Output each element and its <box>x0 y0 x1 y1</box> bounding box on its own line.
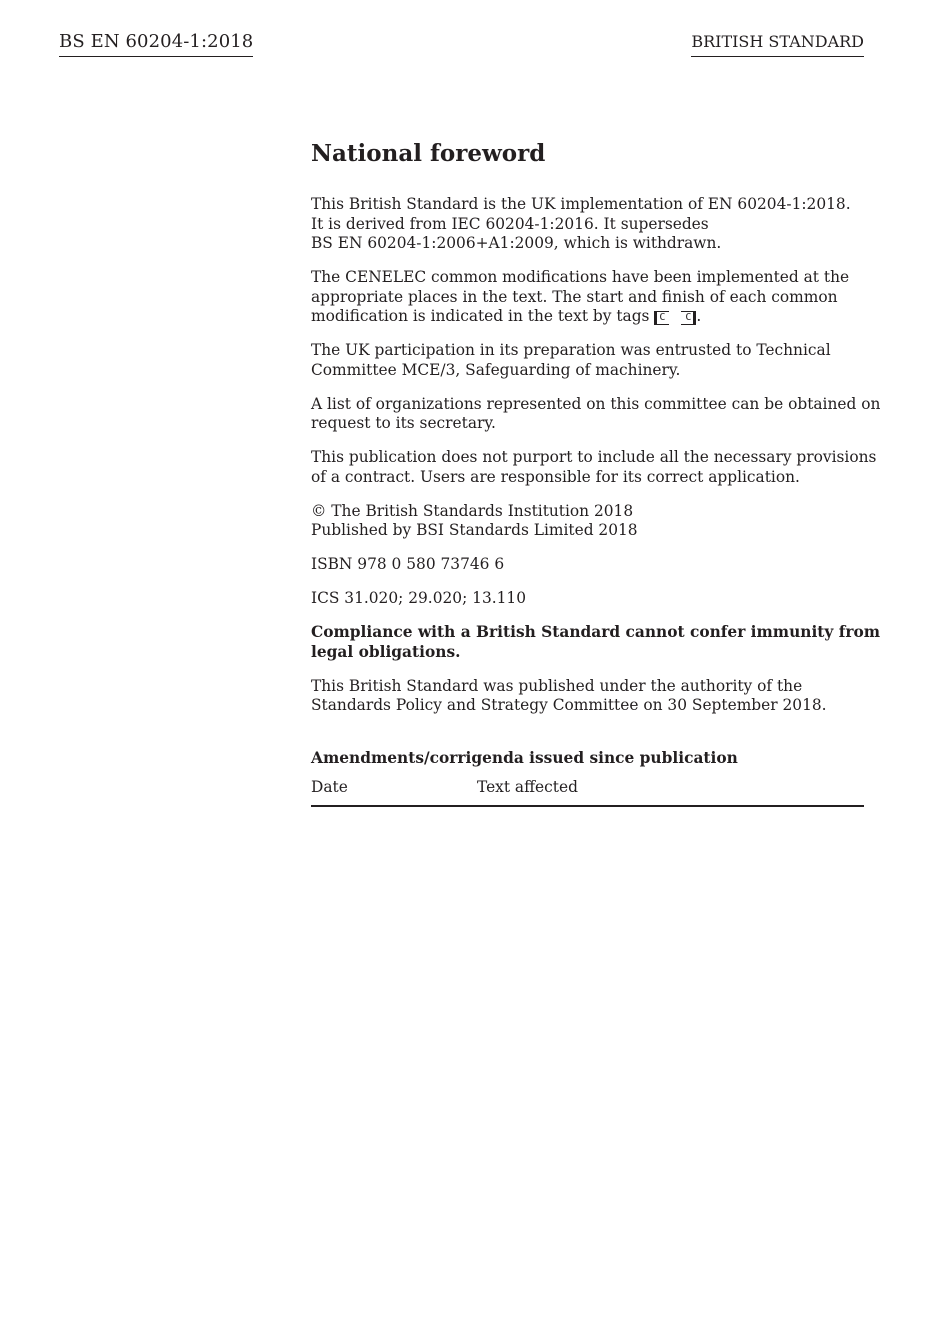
document-number: BS EN 60204-1:2018 <box>59 31 253 57</box>
paragraph-line: of a contract. Users are responsible for its correct application. <box>311 467 800 486</box>
paragraph-line: © The British Standards Institution 2018 <box>311 501 634 520</box>
paragraph-line: Committee MCE/3, Safeguarding of machinery. <box>311 360 681 379</box>
paragraph-line: The CENELEC common modifications have been implemented at the <box>311 268 850 286</box>
paragraph-line: It is derived from IEC 60204-1:2016. It supersedes <box>311 214 709 233</box>
amendments-title: Amendments/corrigenda issued since publication <box>311 748 738 767</box>
paragraph-line: The UK participation in its preparation was entrusted to Technical <box>311 341 831 359</box>
paragraph-line: request to its secretary. <box>311 414 496 432</box>
provisions-paragraph <box>311 448 877 487</box>
paragraph-line: BS EN 60204-1:2006+A1:2009, which is withdrawn. <box>311 234 722 252</box>
column-header-text-affected: Text affected <box>477 778 578 796</box>
paragraph-line: A list of organizations represented on this committee can be obtained on <box>311 394 881 413</box>
paragraph-line-with-tags <box>311 307 864 327</box>
paragraph-line: Compliance with a British Standard cannot confer immunity from <box>311 623 880 641</box>
modifications-paragraph <box>311 268 864 327</box>
column-header-date: Date <box>311 778 348 796</box>
end-tag-icon: C <box>681 311 696 325</box>
copyright-paragraph <box>311 502 864 541</box>
isbn <box>311 555 864 575</box>
paragraph-line: modification is indicated in the text by tags <box>311 307 650 325</box>
ics-codes <box>311 589 864 609</box>
paragraph-line: Published by BSI Standards Limited 2018 <box>311 521 638 539</box>
standard-label: BRITISH STANDARD <box>691 32 864 57</box>
amendments-table-header <box>311 778 864 807</box>
foreword-content <box>311 138 881 807</box>
paragraph-line: Standards Policy and Strategy Committee on 30 September 2018. <box>311 696 827 714</box>
isbn-text: ISBN 978 0 580 73746 6 <box>311 555 505 573</box>
sentence-end: . <box>696 307 702 325</box>
paragraph-line: This publication does not purport to include all the necessary provisions <box>311 448 877 466</box>
authority-paragraph <box>311 677 864 716</box>
ics-text: ICS 31.020; 29.020; 13.110 <box>311 589 527 607</box>
compliance-statement <box>311 623 880 662</box>
paragraph-line: legal obligations. <box>311 642 461 661</box>
start-tag-icon: C <box>654 311 669 325</box>
page-title: National foreword <box>311 140 546 167</box>
paragraph-line: This British Standard was published under the authority of the <box>311 676 803 695</box>
implementation-paragraph <box>311 195 864 254</box>
paragraph-line: appropriate places in the text. The start and finish of each common <box>311 287 838 306</box>
paragraph-line: This British Standard is the UK implementation of EN 60204-1:2018. <box>311 195 851 213</box>
committee-paragraph <box>311 341 864 380</box>
organizations-paragraph <box>311 394 881 434</box>
